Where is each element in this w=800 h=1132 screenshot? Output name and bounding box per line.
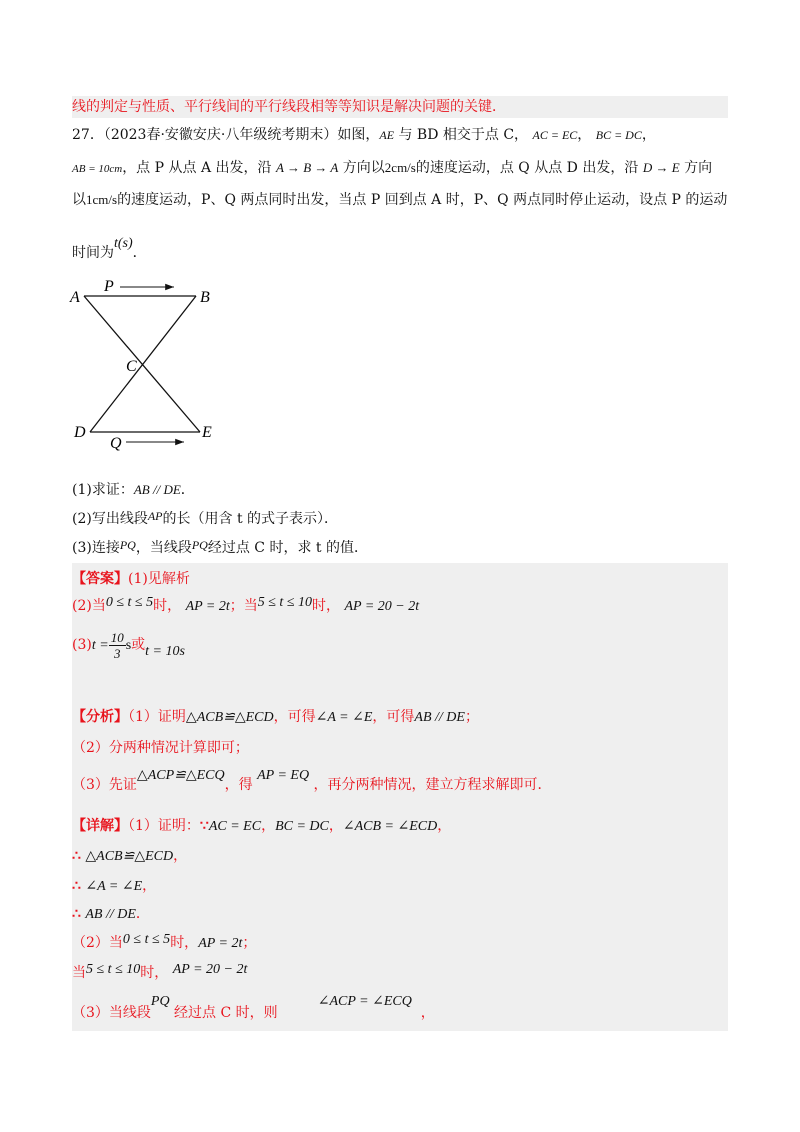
problem-text: 与 BD 相交于点 C， [394, 127, 529, 143]
math-ap-2t: AP = 2t [185, 599, 230, 614]
punct: ， [173, 848, 188, 864]
label-a: A [70, 289, 80, 306]
prev-solution-text: 线的判定与性质、平行线间的平行线段相等等知识是解决问题的关键． [72, 99, 506, 115]
math-range-1: 0 ≤ t ≤ 5 [122, 932, 171, 947]
analysis-text: （3）先证 [72, 777, 137, 793]
analysis-text: （1）证明 [128, 709, 186, 725]
math-pq: PQ [150, 994, 170, 1009]
detail-line-1 [72, 816, 451, 837]
question-text: 经过点 C 时，求 t 的值． [207, 540, 368, 556]
analysis-line-3 [72, 768, 552, 796]
therefore-symbol: ∴ [72, 906, 81, 922]
problem-text: ，点 P 从点 A 出发，沿 [122, 160, 272, 176]
math-ap-20-2t: AP = 20 − 2t [344, 599, 420, 614]
analysis-text: ，可得 [273, 709, 316, 725]
analysis-text: ，得 [224, 777, 253, 793]
label-c: C [126, 358, 137, 375]
math-fraction [109, 630, 126, 661]
punct: ； [242, 935, 257, 951]
problem-text: 的速度运动，P、Q 两点同时出发，当点 P 回到点 A 时，P、Q 两点同时停止运动，设点 P 的运动 [117, 192, 728, 208]
punct: ， [142, 878, 157, 894]
math-range-2: 5 ≤ t ≤ 10 [257, 595, 313, 610]
math-ac-ec: AC = EC [532, 128, 578, 142]
problem-line-3 [72, 190, 727, 210]
math-angle-acp-ecq: ∠ACP = ∠ECQ [317, 994, 412, 1009]
analysis-line-1 [72, 707, 479, 728]
analysis-heading: 【分析】 [72, 709, 128, 725]
problem-line-4 [72, 236, 147, 264]
detail-text: 经过点 C 时，则 [174, 1005, 278, 1021]
analysis-text: ，可得 [372, 709, 415, 725]
math-range-1: 0 ≤ t ≤ 5 [105, 595, 154, 610]
math-congruent-1: △ACB≌△ECD [85, 849, 174, 864]
punct: ， [641, 127, 656, 143]
math-ap-eq: AP = EQ [257, 768, 310, 783]
problem-line-2 [72, 158, 712, 179]
math-t-eq: t = [91, 638, 109, 653]
answer-line-3 [72, 628, 185, 663]
math-pq: PQ [191, 538, 208, 552]
label-p: P [104, 278, 114, 295]
math-congruent-2: △ACP≌△ECQ [136, 768, 225, 783]
problem-source: （2023春·安徽安庆·八年级统考期末）如图， [103, 127, 380, 143]
answer-text: (2)当 [72, 598, 106, 614]
label-q: Q [110, 435, 122, 452]
problem-text: 的速度运动，点 Q 从点 D 出发，沿 [415, 160, 639, 176]
detail-text: （3）当线段 [72, 1005, 151, 1021]
detail-text: （2）当 [72, 935, 123, 951]
punct: ． [135, 906, 150, 922]
punct: ， [577, 127, 592, 143]
detail-text: （1）证明： [128, 818, 200, 834]
answer-line-1 [72, 569, 190, 589]
question-text: (2)写出线段 [72, 511, 148, 527]
problem-line-1 [72, 125, 656, 145]
math-speed-2: 2cm/s [384, 160, 416, 175]
label-e: E [202, 424, 212, 441]
math-ts: t(s) [114, 236, 133, 251]
question-text: 的长（用含 t 的式子表示）． [162, 511, 339, 527]
therefore-symbol: ∴ [72, 848, 81, 864]
detail-heading: 【详解】 [72, 818, 128, 834]
detail-line-7 [72, 994, 435, 1024]
answer-text: 时， [153, 598, 182, 614]
label-b: B [200, 289, 210, 306]
detail-text: 时， [140, 965, 169, 981]
therefore-symbol: ∴ [72, 878, 81, 894]
label-d: D [74, 424, 86, 441]
question-text: ，当线段 [135, 540, 192, 556]
detail-text: 当 [72, 965, 86, 981]
detail-line-6 [72, 963, 247, 984]
math-speed-1: 1cm/s [86, 192, 118, 207]
math-ac-ec: AC = EC [208, 819, 262, 834]
math-angle-a-e: ∠A = ∠E [85, 879, 143, 894]
math-ap-20-2t: AP = 20 − 2t [172, 962, 248, 977]
detail-line-3 [72, 876, 156, 897]
question-3 [72, 538, 368, 558]
question-2 [72, 509, 338, 529]
punct: ， [437, 818, 452, 834]
geometry-figure [60, 270, 240, 460]
problem-text: 以 [72, 192, 86, 208]
analysis-text: ； [464, 709, 479, 725]
math-ap-2t: AP = 2t [198, 936, 243, 951]
math-bc-dc: BC = DC [595, 128, 642, 142]
math-congruent-1: △ACB≌△ECD [185, 710, 274, 725]
math-ap: AP [147, 509, 163, 523]
fraction-denominator: 3 [113, 645, 121, 661]
answer-text: ；当 [229, 598, 258, 614]
math-angle-a-e: ∠A = ∠E [315, 710, 373, 725]
answer-text: (3) [72, 637, 92, 653]
punct: ， [328, 818, 343, 834]
math-ab-parallel-de: AB // DE [85, 907, 136, 922]
punct: ， [420, 1005, 435, 1021]
analysis-text: ，再分两种情况，建立方程求解即可． [313, 777, 552, 793]
detail-line-2 [72, 846, 187, 867]
math-angle-acb-ecd: ∠ACB = ∠ECD [342, 819, 438, 834]
fraction-numerator: 10 [110, 629, 124, 645]
math-ab-parallel-de: AB // DE [133, 482, 181, 497]
math-range-2: 5 ≤ t ≤ 10 [86, 962, 141, 977]
math-ae: AE [379, 128, 395, 142]
punct: ． [180, 482, 195, 498]
math-bc-dc: BC = DC [275, 819, 329, 834]
segment-bd [90, 296, 196, 432]
answer-heading: 【答案】 [72, 571, 128, 587]
question-text: (3)连接 [72, 540, 120, 556]
segment-ae [84, 296, 200, 432]
punct: ． [132, 245, 147, 261]
problem-text: 时间为 [72, 245, 114, 261]
detail-line-4 [72, 904, 150, 925]
question-1 [72, 480, 195, 500]
math-ab-parallel-de: AB // DE [414, 710, 465, 725]
punct: ， [261, 818, 276, 834]
detail-text: 时， [170, 935, 199, 951]
answer-line-2 [72, 596, 419, 617]
detail-line-5 [72, 933, 256, 954]
problem-text: 方向以 [342, 160, 385, 176]
math-path-aba: A → B → A [275, 160, 339, 175]
answer-text: (1)见解析 [128, 571, 190, 587]
math-path-de: D → E [642, 160, 680, 175]
math-pq: PQ [119, 538, 136, 552]
math-t-10s: t = 10s [145, 644, 185, 659]
question-text: (1)求证： [72, 482, 134, 498]
math-unit-s: s [125, 638, 132, 653]
problem-text: 方向 [684, 160, 713, 176]
math-ab-10cm: AB = 10cm [72, 163, 123, 175]
answer-text: 或 [131, 637, 146, 653]
problem-number: 27． [72, 127, 104, 143]
analysis-line-2: （2）分两种情况计算即可； [72, 740, 249, 756]
because-symbol: ∵ [199, 818, 209, 834]
answer-text: 时， [312, 598, 341, 614]
